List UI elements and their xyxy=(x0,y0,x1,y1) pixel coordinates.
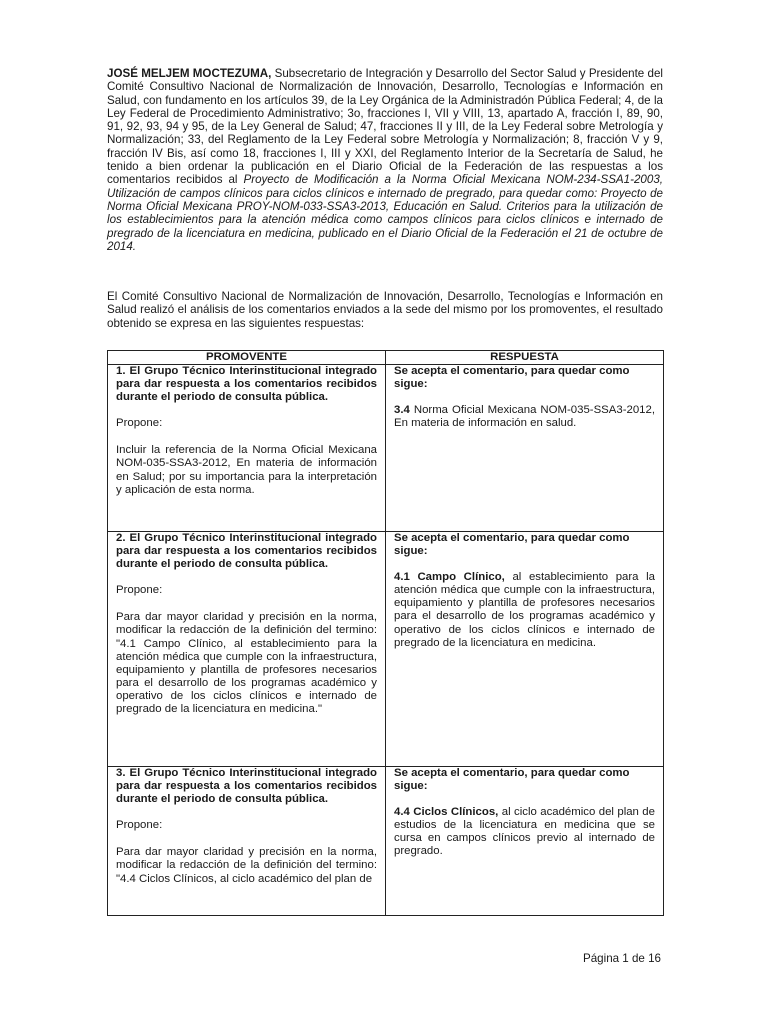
intro-paragraph xyxy=(107,67,663,253)
table-row xyxy=(108,767,664,916)
respuesta-text xyxy=(394,404,655,430)
table-header-row xyxy=(108,351,664,365)
promovente-title: 3. El Grupo Técnico Interinstitucional integrado para dar respuesta a los comentarios recibidos durante el periodo de consulta pública. xyxy=(116,767,377,806)
respuesta-heading: Se acepta el comentario, para quedar como sigue: xyxy=(394,365,630,391)
header-promovente: PROMOVENTE xyxy=(108,351,386,365)
promovente-cell xyxy=(108,365,386,532)
respuesta-term: 4.1 Campo Clínico, xyxy=(394,571,505,584)
author-name: JOSÉ MELJEM MOCTEZUMA, xyxy=(107,67,272,80)
respuesta-body: al ciclo académico del plan de estudios de la licenciatura en medicina que se cursa en campos clínicos previo al internado de pregrado. xyxy=(394,806,655,858)
propone-label: Propone: xyxy=(116,417,163,430)
table-row xyxy=(108,365,664,532)
respuesta-text xyxy=(394,806,655,858)
respuesta-cell xyxy=(386,532,664,767)
propone-text: Incluir la referencia de la Norma Oficial Mexicana NOM-035-SSA3-2012, En materia de información en Salud; por su importancia para la interpretación y aplicación de esta norma. xyxy=(116,444,377,496)
intro-text: Subsecretario de Integración y Desarrollo del Sector Salud y Presidente del Comité Consultivo Nacional de Normalización de Innovación, Desarrollo, Tecnologías e Información en Salud, con fundamento en los artículos 39, de la Ley Orgánica de la Administradón Pública Federal; 4, de la Ley Federal de Procedimiento Administrativo; 3o, fracciones I, VII y VIII, 13, apartado A, fracción I, 89, 90, 91, 92, 93, 94 y 95, de la Ley General de Salud; 47, fracciones II y III, de la Ley Federal sobre Metrología y Normalización; 33, del Reglamento de la Ley Federal sobre Metrología y Normalización; 8, fracción V y 9, fracción IV Bis, así como 18, fracciones I, III y XXI, del Reglamento Interior de la Secretaría de Salud, he tenido a bien ordenar la publicación en el Diario Oficial de la Federación de las respuestas a los comentarios recibidos al xyxy=(107,67,663,187)
propone-text: Para dar mayor claridad y precisión en la norma, modificar la redacción de la definición del termino: "4.1 Campo Clínico, al establecimiento para la atención médica que cumple con la infraestructura, equipamiento y plantilla de profesores necesarios para el desarrollo de los programas académico y operativo de los ciclos clínicos e internado de pregrado de la licenciatura en medicina." xyxy=(116,611,377,716)
page-number: Página 1 de 16 xyxy=(582,952,661,965)
propone-text: Para dar mayor claridad y precisión en la norma, modificar la redacción de la definición del termino: "4.4 Ciclos Clínicos, al ciclo académico del plan de xyxy=(116,846,377,885)
respuesta-text xyxy=(394,571,655,650)
analysis-paragraph: El Comité Consultivo Nacional de Normalización de Innovación, Desarrollo, Tecnologías e Información en Salud realizó el análisis de los comentarios enviados a la sede del mismo por los promoventes, el resultado obtenido se expresa en las siguientes respuestas: xyxy=(107,290,663,330)
propone-label: Propone: xyxy=(116,819,163,832)
respuesta-cell xyxy=(386,365,664,532)
propone-label: Propone: xyxy=(116,584,163,597)
intro-italic-text: Proyecto de Modificación a la Norma Oficial Mexicana NOM-234-SSA1-2003, Utilización de campos clínicos para ciclos clínicos e internado de pregrado, para quedar como: Proyecto de Norma Oficial Mexicana PROY-NOM-033-SSA3-2013, Educación en Salud. Criterios para la utilización de los establecimientos para la atención médica como campos clínicos para ciclos clínicos e internado de pregrado de la licenciatura en medicina, publicado en el Diario Oficial de la Federación el 21 de octubre de 2014. xyxy=(107,173,663,253)
respuesta-heading: Se acepta el comentario, para quedar como sigue: xyxy=(394,532,630,558)
header-respuesta: RESPUESTA xyxy=(386,351,664,365)
promovente-cell xyxy=(108,532,386,767)
promovente-title: 2. El Grupo Técnico Interinstitucional integrado para dar respuesta a los comentarios recibidos durante el periodo de consulta pública. xyxy=(116,532,377,571)
responses-table xyxy=(107,350,664,916)
respuesta-body: Norma Oficial Mexicana NOM-035-SSA3-2012, En materia de información en salud. xyxy=(394,404,655,430)
respuesta-term: 3.4 xyxy=(394,404,410,417)
respuesta-term: 4.4 Ciclos Clínicos, xyxy=(394,806,499,819)
promovente-cell xyxy=(108,767,386,916)
respuesta-cell xyxy=(386,767,664,916)
table-row xyxy=(108,532,664,767)
promovente-title: 1. El Grupo Técnico Interinstitucional integrado para dar respuesta a los comentarios recibidos durante el periodo de consulta pública. xyxy=(116,365,377,404)
respuesta-body: al establecimiento para la atención médica que cumple con la infraestructura, equipamiento y plantilla de profesores necesarios para el desarrollo de los programas académico y operativo de los ciclos clínicos e internado de pregrado de la licenciatura en medicina. xyxy=(394,571,655,649)
respuesta-heading: Se acepta el comentario, para quedar como sigue: xyxy=(394,767,630,793)
